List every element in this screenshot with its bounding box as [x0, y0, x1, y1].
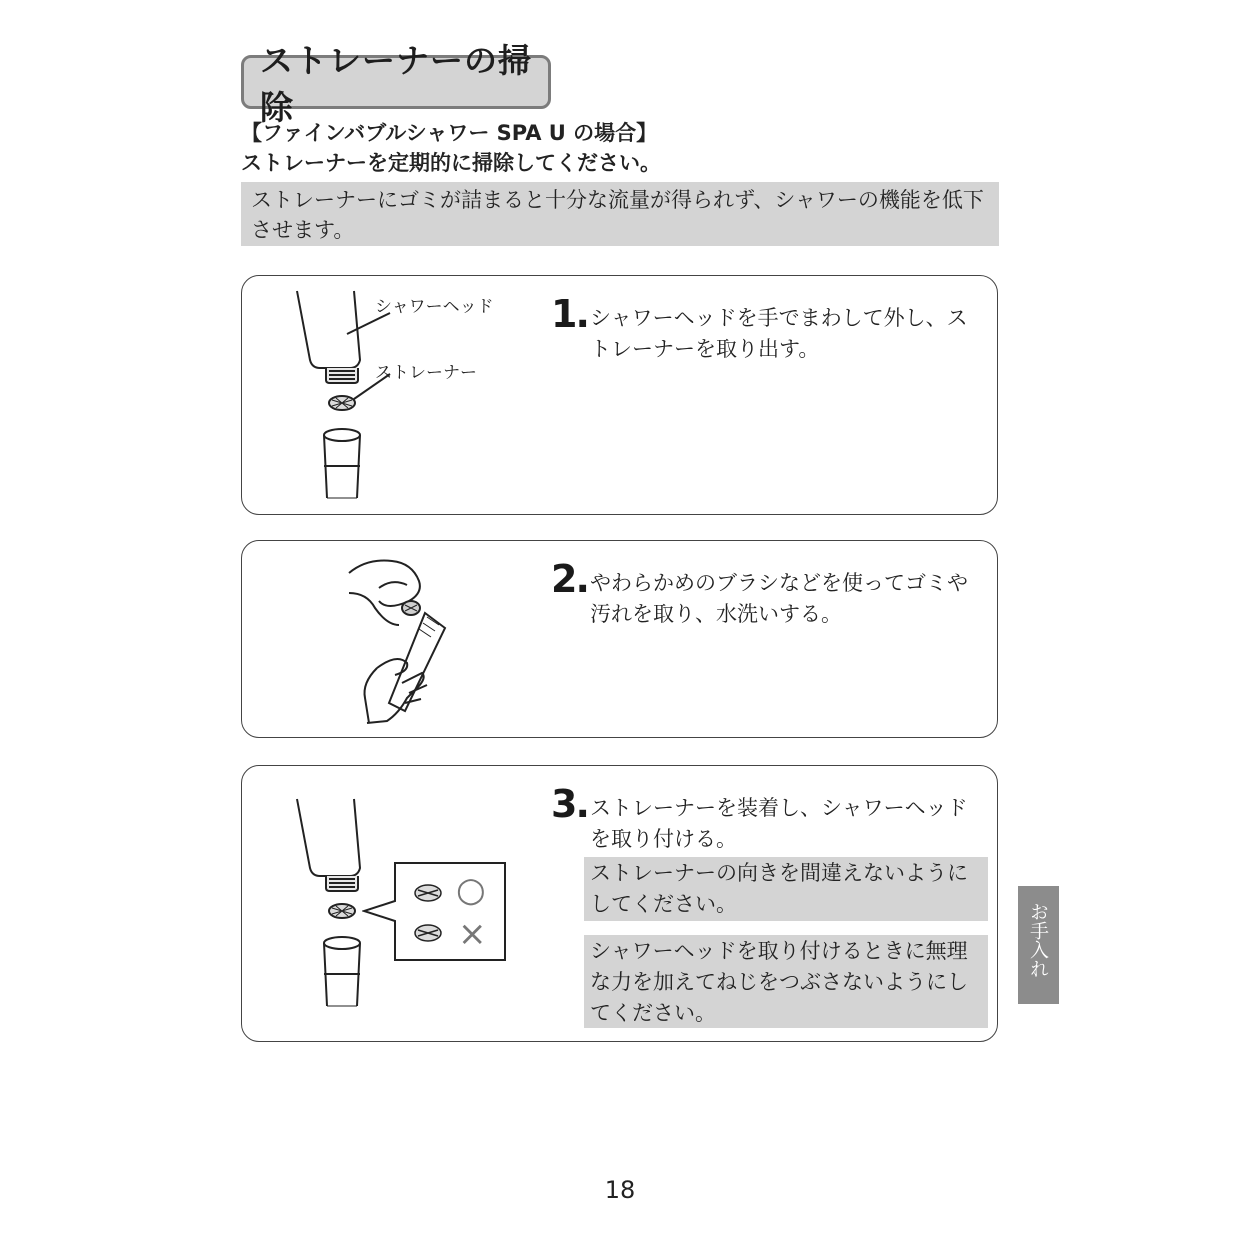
step-1-panel	[241, 275, 998, 515]
shower-head-label: シャワーヘッド	[375, 297, 494, 317]
product-subtitle: 【ファインバブルシャワー SPA U の場合】	[241, 121, 658, 145]
step-number: 1.	[551, 292, 588, 336]
instruction-text: ストレーナーを定期的に掃除してください。	[241, 151, 661, 175]
step-text: やわらかめのブラシなどを使ってゴミや汚れを取り、水洗いする。	[590, 571, 968, 626]
force-caution-note: シャワーヘッドを取り付けるときに無理な力を加えてねじをつぶさないようにしてください。	[584, 935, 988, 1028]
page-number: 18	[604, 1176, 636, 1204]
step-number: 2.	[551, 557, 588, 601]
step-2-panel	[241, 540, 998, 738]
correct-orientation-icon: ○	[456, 870, 486, 910]
shower-disassembly-illustration	[292, 288, 432, 506]
step-text: ストレーナーを装着し、シャワーヘッドを取り付ける。	[590, 796, 968, 851]
wrong-orientation-icon: ×	[458, 914, 487, 954]
step-3-panel	[241, 765, 998, 1042]
orientation-note: ストレーナーの向きを間違えないようにしてください。	[584, 857, 988, 921]
shower-assembly-illustration	[292, 796, 372, 1014]
warning-box: ストレーナーにゴミが詰まると十分な流量が得られず、シャワーの機能を低下させます。	[241, 182, 999, 246]
strainer-label: ストレーナー	[375, 363, 477, 383]
step-number: 3.	[551, 782, 588, 826]
page-title: ストレーナーの掃除	[241, 55, 551, 109]
step-text: シャワーヘッドを手でまわして外し、ストレーナーを取り出す。	[590, 306, 968, 361]
brush-cleaning-illustration	[347, 553, 462, 725]
section-tab: お手入れ	[1018, 886, 1059, 1004]
